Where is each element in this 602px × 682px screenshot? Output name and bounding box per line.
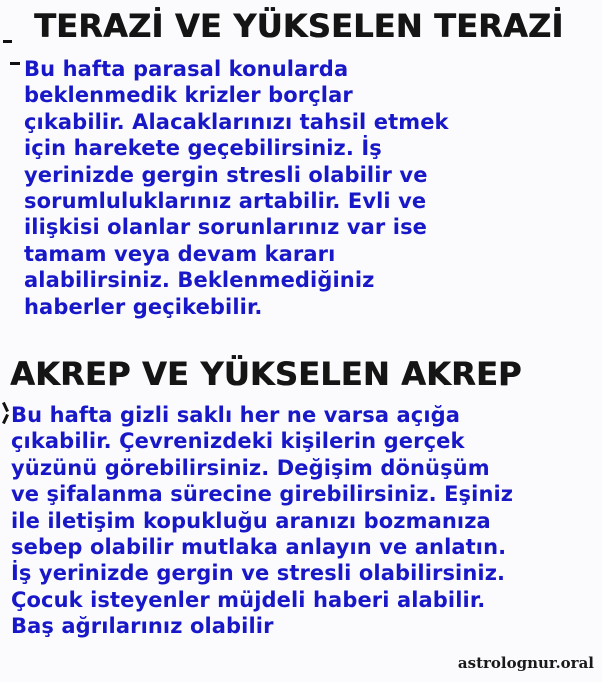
text-line: sorumluluklarınız artabilir. Evli ve xyxy=(24,189,427,214)
section-text-terazi xyxy=(24,56,449,320)
section-heading-akrep: AKREP VE YÜKSELEN AKREP xyxy=(10,355,522,393)
text-line: yerinizde gergin stresli olabilir ve xyxy=(24,162,428,187)
edge-mark xyxy=(2,414,9,424)
text-line: haberler geçikebilir. xyxy=(24,294,263,319)
section-text-akrep xyxy=(11,402,513,640)
text-line: yüzünü görebilirsiniz. Değişim dönüşüm xyxy=(11,455,490,480)
text-line: Baş ağrılarınız olabilir xyxy=(11,614,274,639)
text-line: çıkabilir. Alacaklarınızı tahsil etmek xyxy=(24,109,449,134)
text-line: Çocuk isteyenler müjdeli haberi alabilir. xyxy=(11,587,486,612)
text-line: sebep olabilir mutlaka anlayın ve anlatın. xyxy=(11,535,507,560)
text-line: İş yerinizde gergin ve stresli olabilirsiniz. xyxy=(11,561,506,586)
edge-mark xyxy=(3,40,12,43)
text-line: çıkabilir. Çevrenizdeki kişilerin gerçek xyxy=(11,429,465,454)
text-line: ilişkisi olanlar sorunlarınız var ise xyxy=(24,215,428,240)
text-line: ile iletişim kopukluğu aranızı bozmanıza xyxy=(11,508,491,533)
text-line: tamam veya devam kararı xyxy=(24,241,336,266)
text-line: alabilirsiniz. Beklenmediğiniz xyxy=(24,268,375,293)
text-line: için harekete geçebilirsiniz. İş xyxy=(24,136,382,161)
text-line: Bu hafta gizli saklı her ne varsa açığa xyxy=(11,403,461,427)
text-line: ve şifalanma sürecine girebilirsiniz. Eşiniz xyxy=(11,482,514,507)
text-line: Bu hafta parasal konularda xyxy=(24,57,349,81)
section-heading-terazi: TERAZİ VE YÜKSELEN TERAZİ xyxy=(34,7,564,45)
watermark-handle: astrolognur.oral xyxy=(457,654,594,672)
text-line: beklenmedik krizler borçlar xyxy=(24,83,353,108)
edge-mark xyxy=(2,402,9,412)
edge-mark xyxy=(10,62,20,65)
